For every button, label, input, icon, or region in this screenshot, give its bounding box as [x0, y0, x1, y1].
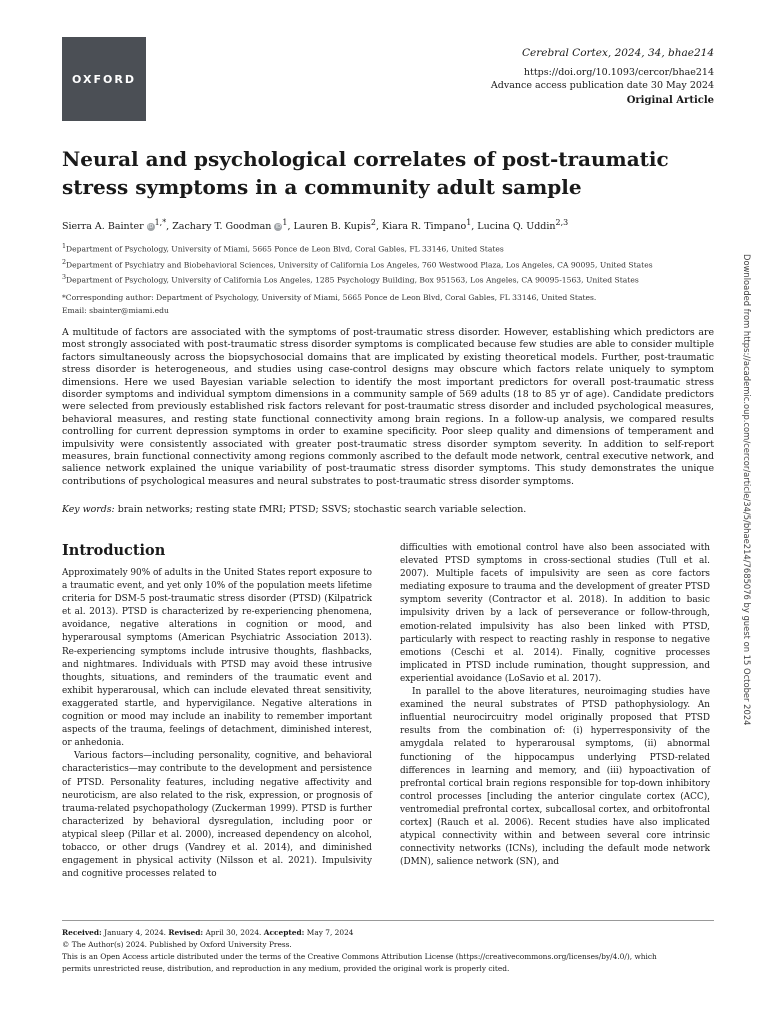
affiliation: $^2$Department of Psychiatry and Biobehavioral Sciences, University of California Los Angeles, 760 Westwood Plaza, Los Angeles, CA 90095, United States [62, 258, 653, 270]
affiliations [62, 240, 722, 317]
doi-link[interactable]: https://doi.org/10.1093/cercor/bhae214 [523, 67, 714, 78]
orcid-icon[interactable]: iD [148, 223, 154, 230]
body-paragraph: Various factors—including personality, cognitive, and behavioral characteristics—may contribute to the development and persistence of PTSD. Personality features, including negative affectivity and neuroticism, are also related to the risk, expression, or prognosis of trauma-related psychopathology (Zuckerman 1999). PTSD is further characterized by behavioral dysregulation, including poor or atypical sleep (Pillar et al. 2000), increased dependency on alcohol, tobacco, or other drugs (Vandrey et al. 2014), and diminished engagement in physical activity (Nilsson et al. 2021). Impulsivity and cognitive processes related to [62, 751, 372, 880]
author-name[interactable]: Zachary T. Goodman [172, 221, 272, 233]
body-paragraph: Approximately 90% of adults in the United States report exposure to a traumatic event, and yet only 10% of the population meets lifetime criteria for DSM-5 post-traumatic stress disorder (PTSD) (Kilpatrick et al. 2013). PTSD is characterized by re-experiencing phenomena, avoidance, negative alterations in cognition or mood, and hyperarousal symptoms (American Psychiatric Association 2013). Re-experiencing symptoms include intrusive thoughts, flashbacks, and nightmares. Individuals with PTSD may avoid these intrusive thoughts, situations, and reminders of the traumatic event and exhibit hyperarousal, which can include elevated threat sensitivity, exaggerated startle, and hypervigilance. Negative alterations in cognition or mood may include an inability to remember important aspects of the trauma, feelings of detachment, diminished interest, or anhedonia. [62, 568, 373, 749]
author-name[interactable]: Lauren B. Kupis [293, 221, 371, 233]
keywords [62, 504, 714, 515]
footer-divider [62, 920, 714, 921]
footer-notes [62, 927, 722, 975]
affiliation: $^1$Department of Psychology, University of Miami, 5665 Ponce de Leon Blvd, Coral Gables, FL 33146, United States [62, 243, 504, 254]
author-name[interactable]: Kiara R. Timpano [382, 221, 467, 233]
history-dates: Received: January 4, 2024. Revised: April 30, 2024. Accepted: May 7, 2024 [62, 928, 354, 937]
article-type: Original Article [626, 95, 714, 106]
corresponding-email[interactable]: Email: sbainter@miami.edu [62, 305, 169, 315]
copyright-notice: © The Author(s) 2024. Published by Oxford University Press. [62, 940, 292, 949]
author-affiliation-marker: 2,3 [555, 218, 569, 227]
author-affiliation-marker: 1 [282, 218, 288, 227]
section-heading-introduction: Introduction [62, 542, 166, 559]
orcid-icon[interactable]: iD [275, 223, 282, 230]
body-column-left [62, 542, 372, 881]
paper-title: Neural and psychological correlates of post-traumatic stress symptoms in a community adult sample [62, 147, 669, 199]
advance-access-date: Advance access publication date 30 May 2024 [490, 80, 714, 91]
license-notice-continued: permits unrestricted reuse, distribution, and reproduction in any medium, provided the original work is properly cited. [62, 964, 510, 973]
author-affiliation-marker: 1,* [154, 218, 167, 227]
body-paragraph: In parallel to the above literatures, neuroimaging studies have examined the neural substrates of PTSD pathophysiology. An influential neurocircuitry model originally proposed that PTSD results from the combination of: (i) hyperresponsivity of the amygdala related to hyperarousal symptoms, (ii) abnormal functioning of the hippocampus underlying PTSD-related differences in learning and memory, and (iii) hypoactivation of prefrontal cortical brain regions responsible for top-down inhibitory control processes [including the anterior cingulate cortex (ACC), ventromedial prefrontal cortex, subcallosal cortex, and orbitofrontal cortex] (Rauch et al. 2006). Recent studies have also implicated atypical connectivity within and between several core intrinsic connectivity networks (ICNs), including the default mode network (DMN), salience network (SN), and [400, 687, 710, 868]
corresponding-author: *Corresponding author: Department of Psychology, University of Miami, 5665 Ponce de Leon Blvd, Coral Gables, FL 33146, United States. [62, 292, 597, 302]
download-watermark [742, 254, 764, 944]
author-affiliation-marker: 1 [466, 218, 472, 227]
body-column-right [400, 542, 710, 869]
affiliation: $^3$Department of Psychology, University of California Los Angeles, 1285 Psychology Building, Box 951563, Los Angeles, CA 90095-1563, United States [62, 274, 639, 285]
abstract: A multitude of factors are associated with the symptoms of post-traumatic stress disorder. However, establishing which predictors are most strongly associated with post-traumatic stress disorder symptoms is complicated because few studies are able to consider multiple factors simultaneously across the biopsychosocial domains that are implicated by existing theoretical models. Further, post-traumatic stress disorder is heterogeneous, and studies using case-control designs may obscure which factors relate uniquely to symptom dimensions. Here we used Bayesian variable selection to identify the most important predictors for overall post-traumatic stress disorder symptoms and individual symptom dimensions in a community sample of 569 adults (18 to 85 yr of age). Candidate predictors were selected from previously established risk factors relevant for post-traumatic stress disorder and included psychological measures, behavioral measures, and resting state functional connectivity among brain regions. In a follow-up analysis, we compared results controlling for current depression symptoms in order to examine specificity. Poor sleep quality and dimensions of temperament and impulsivity were consistently associated with greater post-traumatic stress disorder symptom severity. In addition to self-report measures, brain functional connectivity among regions commonly ascribed to the default mode network, central executive network, and salience network explained the unique variability of post-traumatic stress disorder symptoms. This study demonstrates the unique contributions of psychological measures and neural substrates to post-traumatic stress disorder symptoms. [62, 327, 714, 487]
author-name[interactable]: Sierra A. Bainter [62, 221, 144, 233]
journal-citation: Cerebral Cortex, 2024, 34, bhae214 [521, 47, 714, 59]
author-list: Sierra A. Bainter $iD^{1,*}$, Zachary T. Goodman $iD^1$, Lauren B. Kupis$^2$, Kiara R. Timpano$^1$, Lucina Q. Uddin$^{2,3}$ [62, 218, 569, 233]
keywords-label: Key words: [62, 504, 115, 515]
license-notice: This is an Open Access article distributed under the terms of the Creative Commons Attribution License (https://creativecommons.org/licenses/by/4.0/), which [62, 952, 657, 961]
author-name[interactable]: Lucina Q. Uddin [477, 221, 556, 233]
body-paragraph: difficulties with emotional control have also been associated with elevated PTSD symptoms in cross-sectional studies (Tull et al. 2007). Multiple facets of impulsivity are seen as core factors mediating exposure to trauma and the development of greater PTSD symptom severity (Contractor et al. 2018). In addition to basic impulsivity driven by a lack of perseverance or follow-through, emotion-related impulsivity has also been linked with PTSD, particularly with respect to reacting rashly in response to negative emotions (Ceschi et al. 2014). Finally, cognitive processes implicated in PTSD include rumination, thought suppression, and experiential avoidance (LoSavio et al. 2017). [400, 543, 710, 684]
oxford-logo-text: OXFORD [72, 72, 136, 86]
author-affiliation-marker: 2 [370, 218, 376, 227]
keywords-text: brain networks; resting state fMRI; PTSD; SSVS; stochastic search variable selection. [117, 504, 527, 515]
download-notice: Downloaded from https://academic.oup.com/cercor/article/34/5/bhae214/7685076 by guest on 15 October 2024 [742, 254, 752, 726]
oxford-logo [62, 37, 146, 121]
